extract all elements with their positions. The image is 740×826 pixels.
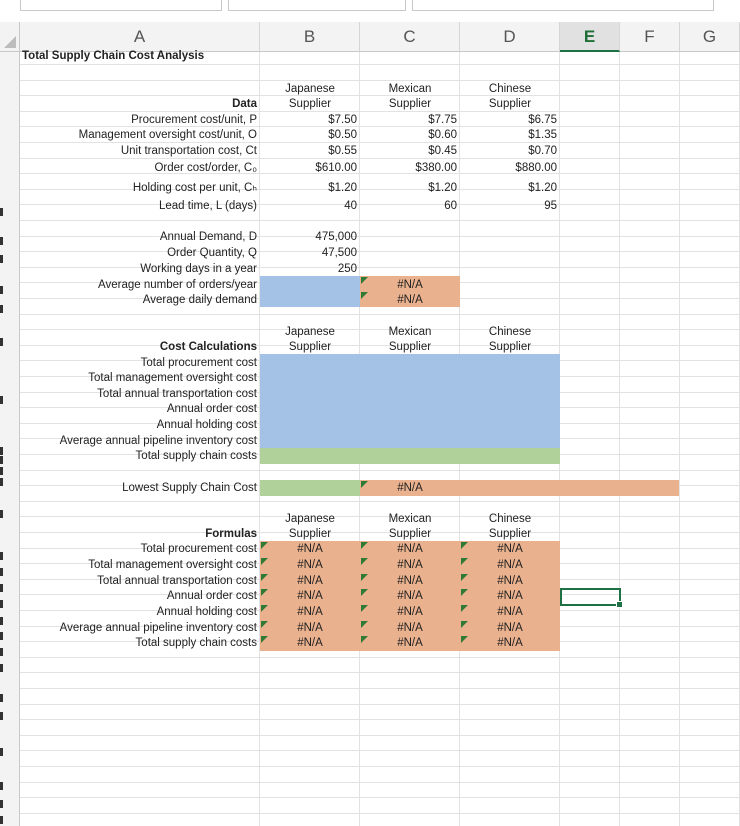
data-row-value[interactable]: $880.00 [515, 162, 557, 174]
data-row-value[interactable]: $610.00 [315, 162, 357, 174]
column-header-a[interactable]: A [20, 22, 260, 52]
formula-row-value[interactable]: #N/A [297, 559, 323, 571]
formula-row-value[interactable]: #N/A [397, 590, 423, 602]
fill-cost-calculations[interactable] [260, 354, 560, 448]
row-number-mark [0, 305, 3, 313]
data-supplier-0-line2[interactable]: Supplier [288, 98, 332, 110]
formula-row-value[interactable]: #N/A [397, 543, 423, 555]
demand-row-label[interactable]: Average number of orders/year [98, 279, 257, 291]
grid-row-line [20, 470, 740, 471]
column-header-c[interactable]: C [360, 22, 460, 52]
grid-row-line [20, 782, 740, 783]
formula-row-value[interactable]: #N/A [497, 606, 523, 618]
row-number-mark [0, 694, 3, 702]
row-number-mark [0, 712, 3, 720]
row-number-mark [0, 648, 3, 656]
toolbar-box-1[interactable] [20, 0, 222, 11]
demand-row-label[interactable]: Average daily demand [142, 294, 257, 306]
formula-row-label[interactable]: Total procurement cost [140, 543, 257, 555]
demand-row-label[interactable]: Working days in a year [140, 263, 257, 275]
row-number-mark [0, 617, 3, 625]
formulas-header[interactable]: Formulas [205, 528, 257, 540]
row-number-mark [0, 208, 3, 216]
row-number-mark [0, 255, 3, 263]
formula-row-value[interactable]: #N/A [297, 590, 323, 602]
demand-row-label[interactable]: Order Quantity, Q [167, 247, 257, 259]
grid-row-line [20, 719, 740, 720]
row-number-mark [0, 467, 3, 475]
data-header[interactable]: Data [232, 98, 257, 110]
data-row-value[interactable]: $1.20 [328, 182, 357, 194]
select-all-corner[interactable] [0, 22, 20, 52]
formula-row-value[interactable]: #N/A [397, 622, 423, 634]
data-supplier-2-line2[interactable]: Supplier [488, 98, 532, 110]
grid-row-line [20, 704, 740, 705]
formula-row-value[interactable]: #N/A [397, 575, 423, 587]
row-number-mark [0, 632, 3, 640]
row-number-mark [0, 816, 3, 824]
formula-row-label[interactable]: Average annual pipeline inventory cost [59, 622, 257, 634]
row-number-mark [0, 552, 3, 560]
row-number-mark [0, 338, 3, 346]
grid-row-line [20, 64, 740, 65]
row-number-mark [0, 237, 3, 245]
column-header-e[interactable]: E [560, 22, 620, 52]
column-header-b[interactable]: B [260, 22, 360, 52]
sheet-title[interactable]: Total Supply Chain Cost Analysis [22, 50, 205, 62]
row-number-mark [0, 600, 3, 608]
data-row-value[interactable]: $6.75 [528, 114, 557, 126]
demand-row-label[interactable]: Annual Demand, D [159, 231, 257, 243]
demand-row-c-value[interactable]: #N/A [397, 294, 423, 306]
formula-row-value[interactable]: #N/A [497, 543, 523, 555]
data-row-label[interactable]: Lead time, L (days) [158, 200, 257, 212]
data-row-label[interactable]: Holding cost per unit, Cₕ [132, 182, 257, 194]
toolbar-box-3[interactable] [412, 0, 714, 11]
fill-lowest-b[interactable] [260, 480, 360, 496]
formula-row-value[interactable]: #N/A [297, 575, 323, 587]
formula-row-value[interactable]: #N/A [397, 606, 423, 618]
cost-supplier-1-line2[interactable]: Supplier [388, 341, 432, 353]
formula-row-label[interactable]: Annual holding cost [156, 606, 257, 618]
grid-col-line [679, 52, 680, 826]
formula-row-value[interactable]: #N/A [397, 559, 423, 571]
formula-row-value[interactable]: #N/A [497, 590, 523, 602]
demand-row-c-value[interactable]: #N/A [397, 279, 423, 291]
data-row-value[interactable]: $0.50 [328, 129, 357, 141]
formula-row-value[interactable]: #N/A [297, 606, 323, 618]
grid-row-line [20, 750, 740, 751]
data-row-value[interactable]: $1.20 [428, 182, 457, 194]
formulas-supplier-0-line2[interactable]: Supplier [288, 528, 332, 540]
toolbar-box-2[interactable] [228, 0, 406, 11]
lowest-cost-value[interactable]: #N/A [397, 482, 423, 494]
row-number-mark [0, 396, 3, 404]
grid-col-line [619, 52, 620, 826]
grid-row-line [20, 735, 740, 736]
fill-avg-orders-b[interactable] [260, 276, 360, 307]
cost-row-label[interactable]: Total procurement cost [140, 357, 257, 369]
cost-row-label[interactable]: Annual holding cost [156, 419, 257, 431]
lowest-cost-label[interactable]: Lowest Supply Chain Cost [122, 482, 257, 494]
data-row-label[interactable]: Order cost/order, C₀ [154, 162, 257, 174]
selected-cell-e37[interactable] [560, 588, 621, 606]
grid-row-line [20, 766, 740, 767]
formula-row-value[interactable]: #N/A [497, 559, 523, 571]
cost-row-label[interactable]: Total management oversight cost [88, 372, 257, 384]
formulas-supplier-2-line2[interactable]: Supplier [488, 528, 532, 540]
data-supplier-0-line1[interactable]: Japanese [285, 83, 335, 95]
row-number-mark [0, 478, 3, 486]
data-row-value[interactable]: $380.00 [415, 162, 457, 174]
data-row-value[interactable]: $1.20 [528, 182, 557, 194]
row-header-strip[interactable] [0, 52, 20, 826]
formula-row-value[interactable]: #N/A [497, 575, 523, 587]
cost-supplier-0-line2[interactable]: Supplier [288, 341, 332, 353]
data-row-label[interactable]: Procurement cost/unit, P [131, 114, 257, 126]
data-row-value[interactable]: 95 [544, 200, 557, 212]
grid-row-line [20, 220, 740, 221]
data-row-value[interactable]: $0.70 [528, 145, 557, 157]
cost-supplier-1-line1[interactable]: Mexican [388, 326, 432, 338]
grid-row-line [20, 657, 740, 658]
demand-row-value[interactable]: 250 [337, 263, 357, 275]
grid-row-line [20, 314, 740, 315]
formulas-supplier-1-line1[interactable]: Mexican [388, 513, 432, 525]
data-row-value[interactable]: 60 [444, 200, 457, 212]
formula-row-value[interactable]: #N/A [297, 622, 323, 634]
data-supplier-1-line2[interactable]: Supplier [388, 98, 432, 110]
data-row-value[interactable]: $0.45 [428, 145, 457, 157]
cost-row-label[interactable]: Total annual transportation cost [97, 388, 257, 400]
formula-row-value[interactable]: #N/A [397, 637, 423, 649]
data-row-value[interactable]: $0.55 [328, 145, 357, 157]
data-row-value[interactable]: $1.35 [528, 129, 557, 141]
formula-row-label[interactable]: Total supply chain costs [135, 637, 257, 649]
formula-row-label[interactable]: Total annual transportation cost [97, 575, 257, 587]
cost-row-label[interactable]: Annual order cost [166, 403, 257, 415]
cost-supplier-2-line1[interactable]: Chinese [488, 326, 532, 338]
column-header-d[interactable]: D [460, 22, 560, 52]
cost-supplier-2-line2[interactable]: Supplier [488, 341, 532, 353]
row-number-mark [0, 748, 3, 756]
data-supplier-1-line1[interactable]: Mexican [388, 83, 432, 95]
formula-row-value[interactable]: #N/A [497, 637, 523, 649]
cost-calculations-header[interactable]: Cost Calculations [159, 341, 257, 353]
formula-row-value[interactable]: #N/A [297, 637, 323, 649]
formulas-supplier-2-line1[interactable]: Chinese [488, 513, 532, 525]
formula-row-label[interactable]: Total management oversight cost [88, 559, 257, 571]
grid-row-line [20, 688, 740, 689]
grid-row-line [20, 672, 740, 673]
data-supplier-2-line1[interactable]: Chinese [488, 83, 532, 95]
row-number-mark [0, 456, 3, 464]
data-row-value[interactable]: $7.50 [328, 114, 357, 126]
cost-row-label[interactable]: Total supply chain costs [135, 450, 257, 462]
row-number-mark [0, 584, 3, 592]
grid-row-line [20, 501, 740, 502]
grid-row-line [20, 797, 740, 798]
formula-row-label[interactable]: Annual order cost [166, 590, 257, 602]
data-row-value[interactable]: $7.75 [428, 114, 457, 126]
column-header-g[interactable]: G [680, 22, 740, 52]
row-number-mark [0, 568, 3, 576]
demand-row-value[interactable]: 47,500 [321, 247, 357, 259]
data-row-label[interactable]: Management oversight cost/unit, O [78, 129, 257, 141]
formula-row-value[interactable]: #N/A [497, 622, 523, 634]
grid-row-line [20, 813, 740, 814]
row-number-mark [0, 286, 3, 294]
cost-supplier-0-line1[interactable]: Japanese [285, 326, 335, 338]
row-number-mark [0, 447, 3, 455]
row-number-mark [0, 800, 3, 808]
demand-row-value[interactable]: 475,000 [315, 231, 357, 243]
row-number-mark [0, 782, 3, 790]
formulas-supplier-1-line2[interactable]: Supplier [388, 528, 432, 540]
formulas-supplier-0-line1[interactable]: Japanese [285, 513, 335, 525]
formula-row-value[interactable]: #N/A [297, 543, 323, 555]
fill-total-supply-chain-costs[interactable] [260, 448, 560, 464]
data-row-value[interactable]: 40 [344, 200, 357, 212]
row-number-mark [0, 510, 3, 518]
data-row-label[interactable]: Unit transportation cost, Ct [120, 145, 257, 157]
cost-row-label[interactable]: Average annual pipeline inventory cost [59, 435, 257, 447]
data-row-value[interactable]: $0.60 [428, 129, 457, 141]
row-number-mark [0, 664, 3, 672]
column-header-f[interactable]: F [620, 22, 680, 52]
